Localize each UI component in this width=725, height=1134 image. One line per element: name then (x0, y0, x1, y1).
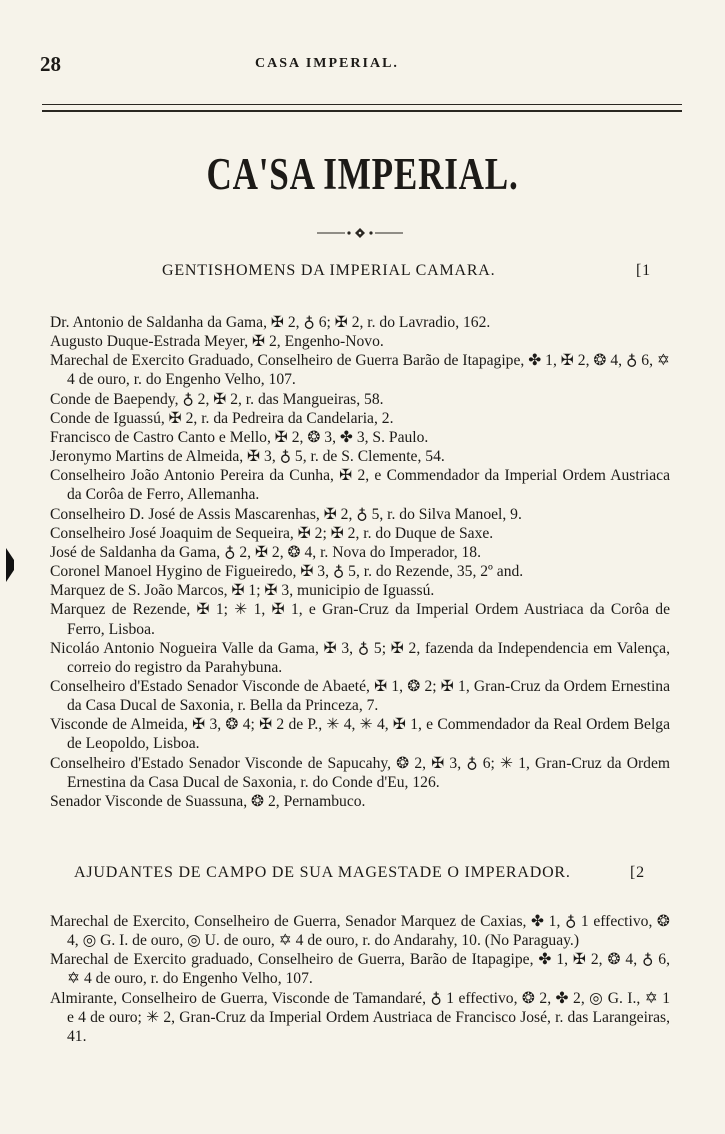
list-item: Conselheiro João Antonio Pereira da Cunha, ✠ 2, e Commendador da Imperial Ordem Austriaca da Corôa de Ferro, Allemanha. (50, 467, 670, 504)
list-item: Francisco de Castro Canto e Mello, ✠ 2, ❂ 3, ✤ 3, S. Paulo. (50, 428, 429, 446)
list-item: Conselheiro d'Estado Senador Visconde de Sapucahy, ❂ 2, ✠ 3, ♁ 6; ✳ 1, Gran-Cruz da Ordem Ernestina da Casa Ducal de Saxonia, r. do Conde d'Eu, 126. (50, 754, 670, 791)
running-title: CASA IMPERIAL. (255, 56, 399, 71)
margin-mark-icon (4, 548, 16, 582)
section-heading-text: AJUDANTES DE CAMPO DE SUA MAGESTADE O IMPERADOR. (74, 864, 571, 881)
list-item: Conde de Baependy, ♁ 2, ✠ 2, r. das Mangueiras, 58. (50, 390, 384, 408)
page-number: 28 (40, 52, 61, 76)
section-heading-text: GENTISHOMENS DA IMPERIAL CAMARA. (162, 262, 496, 279)
list-item: Marechal de Exercito graduado, Conselheiro de Guerra, Barão de Itapagipe, ✤ 1, ✠ 2, ❂ 4, ♁ 6, ✡ 4 de ouro, r. do Engenho Velho, 107. (50, 951, 670, 988)
list-item: Conselheiro d'Estado Senador Visconde de Abaeté, ✠ 1, ❂ 2; ✠ 1, Gran-Cruz da Ordem Ernestina da Casa Ducal de Saxonia, r. Bella da Princeza, 7. (50, 677, 670, 715)
list-item: Marechal de Exercito Graduado, Conselheiro de Guerra Barão de Itapagipe, ✤ 1, ✠ 2, ❂ 4, ♁ 6, ✡ 4 de ouro, r. do Engenho Velho, 107. (50, 352, 670, 389)
list-item: Augusto Duque-Estrada Meyer, ✠ 2, Engenho-Novo. (50, 333, 384, 351)
list-item: Conde de Iguassú, ✠ 2, r. da Pedreira da Candelaria, 2. (50, 409, 394, 427)
section-number: [1 (636, 262, 651, 279)
ornament-divider-icon (315, 226, 405, 240)
list-item: Coronel Manoel Hygino de Figueiredo, ✠ 3, ♁ 5, r. do Rezende, 35, 2º and. (50, 563, 524, 581)
header-rule (42, 104, 682, 105)
list-item: Marquez de S. João Marcos, ✠ 1; ✠ 3, municipio de Iguassú. (50, 582, 435, 600)
page-title: CA'SA IMPERIAL. (206, 149, 519, 199)
entry-list-gentishomens (50, 313, 670, 811)
list-item: Dr. Antonio de Saldanha da Gama, ✠ 2, ♁ 6; ✠ 2, r. do Lavradio, 162. (50, 314, 491, 331)
list-item: Visconde de Almeida, ✠ 3, ❂ 4; ✠ 2 de P., ✳ 4, ✳ 4, ✠ 1, e Commendador da Real Ordem Belga de Leopoldo, Lisboa. (50, 716, 670, 753)
list-item: Conselheiro José Joaquim de Sequeira, ✠ 2; ✠ 2, r. do Duque de Saxe. (50, 524, 494, 542)
section-heading-ajudantes (0, 864, 665, 886)
list-item: Marquez de Rezende, ✠ 1; ✳ 1, ✠ 1, e Gran-Cruz da Imperial Ordem Austriaca da Corôa de Ferro, Lisboa. (50, 601, 670, 638)
entry-list-ajudantes (50, 912, 670, 1046)
list-item: Almirante, Conselheiro de Guerra, Visconde de Tamandaré, ♁ 1 effectivo, ❂ 2, ✤ 2, ◎ G. I., ✡ 1 e 4 de ouro; ✳ 2, Gran-Cruz da Imperial Ordem Austriaca de Francisco José, r. das Larangeiras, 41. (50, 989, 670, 1045)
list-item: Nicoláo Antonio Nogueira Valle da Gama, ✠ 3, ♁ 5; ✠ 2, fazenda da Independencia em Valença, correio do registro da Parahybuna. (50, 639, 670, 676)
list-item: Conselheiro D. José de Assis Mascarenhas, ✠ 2, ♁ 5, r. do Silva Manoel, 9. (50, 505, 522, 523)
header-rule-double (42, 110, 682, 112)
list-item: José de Saldanha da Gama, ♁ 2, ✠ 2, ❂ 4, r. Nova do Imperador, 18. (50, 543, 481, 561)
list-item: Jeronymo Martins de Almeida, ✠ 3, ♁ 5, r. de S. Clemente, 54. (50, 448, 445, 466)
list-item: Senador Visconde de Suassuna, ❂ 2, Pernambuco. (50, 792, 366, 810)
section-heading-gentishomens (0, 262, 665, 284)
list-item: Marechal de Exercito, Conselheiro de Guerra, Senador Marquez de Caxias, ✤ 1, ♁ 1 effectivo, ❂ 4, ◎ G. I. de ouro, ◎ U. de ouro, ✡ 4 de ouro, r. do Andarahy, 10. (No Paraguay.) (50, 913, 670, 950)
section-number: [2 (630, 864, 645, 881)
running-head (40, 52, 680, 76)
